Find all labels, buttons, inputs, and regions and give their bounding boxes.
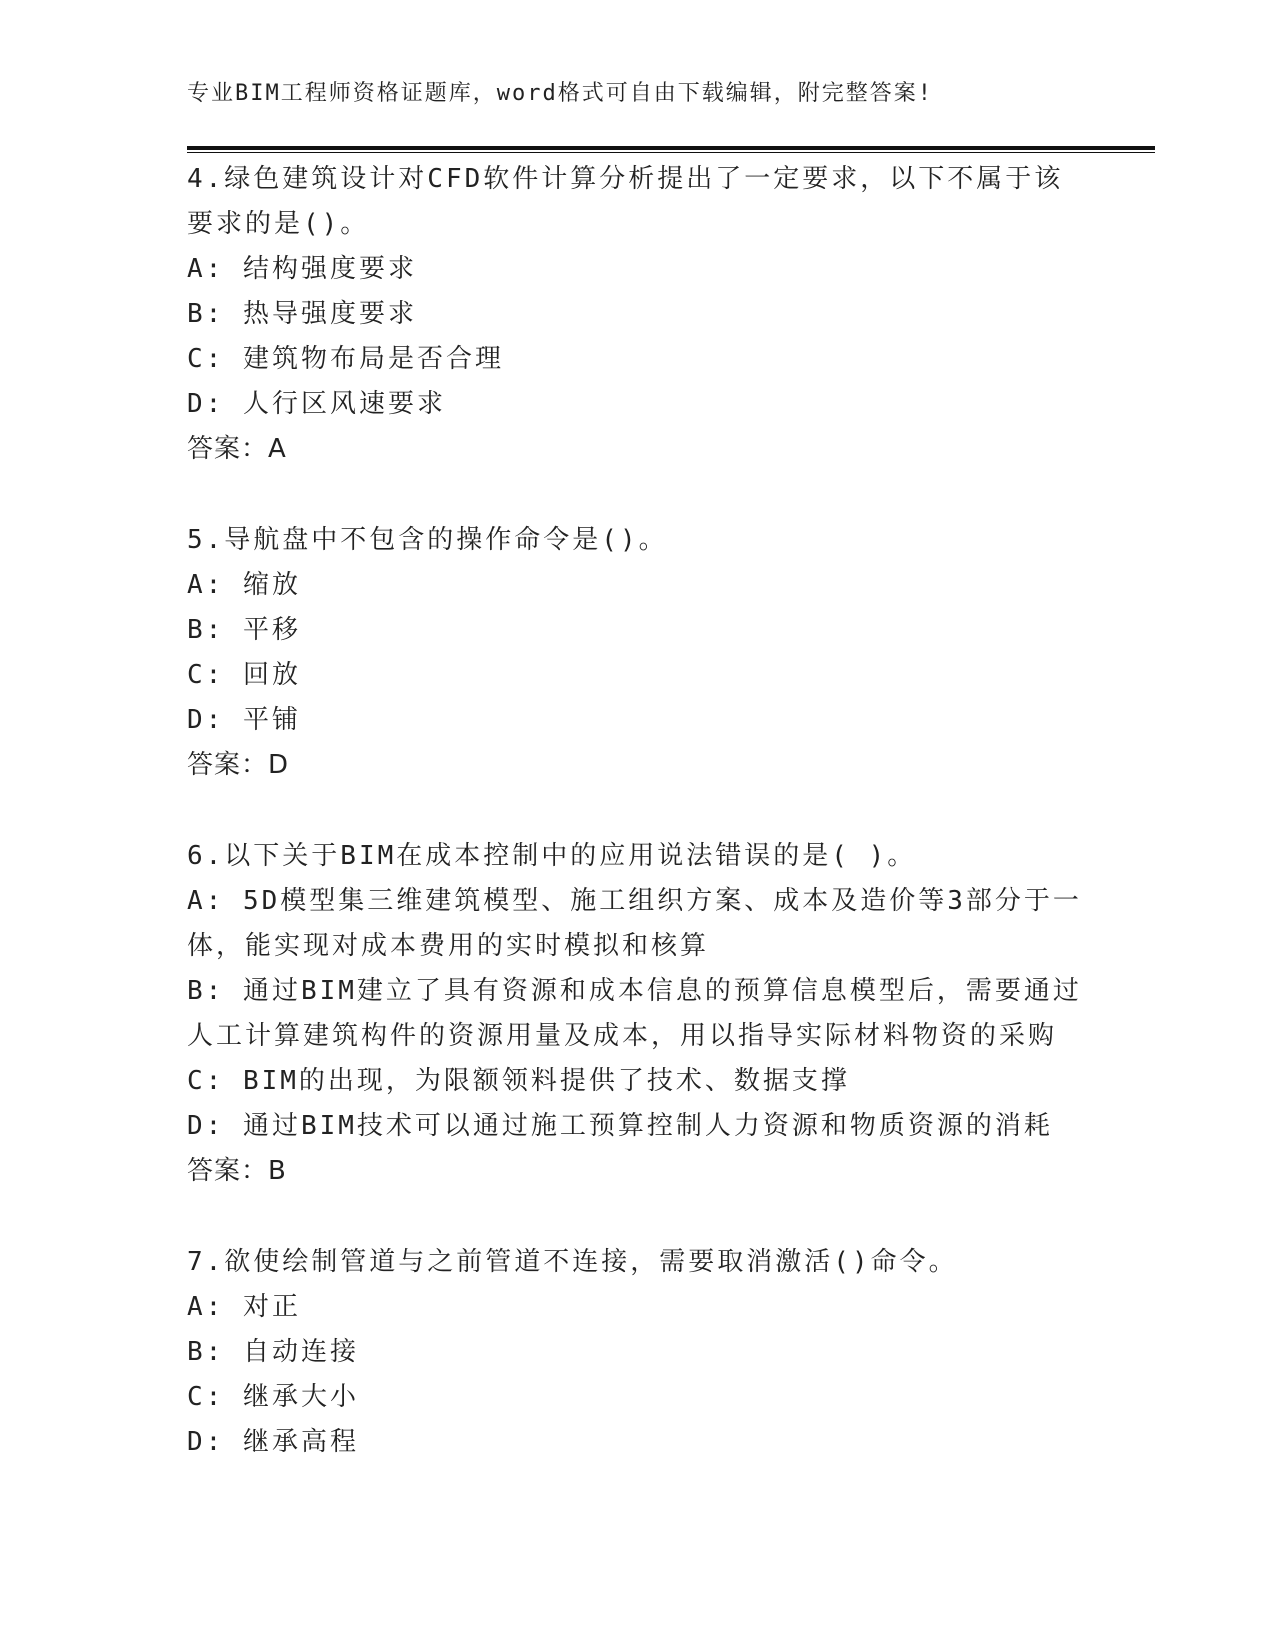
question-4 <box>187 157 1087 472</box>
option-a: A: 缩放 <box>187 570 301 600</box>
answer: 答案：D <box>187 750 290 780</box>
option-c: C: 建筑物布局是否合理 <box>187 344 504 374</box>
question-6 <box>187 834 1087 1194</box>
option-a: A: 对正 <box>187 1292 301 1322</box>
question-list <box>187 157 1087 1511</box>
question-stem: 4.绿色建筑设计对CFD软件计算分析提出了一定要求，以下不属于该要求的是()。 <box>187 164 1064 239</box>
option-d: D: 人行区风速要求 <box>187 389 446 419</box>
option-d: D: 继承高程 <box>187 1427 359 1457</box>
header-rule-thick <box>187 146 1155 150</box>
answer: 答案：B <box>187 1156 287 1186</box>
question-stem: 6.以下关于BIM在成本控制中的应用说法错误的是( )。 <box>187 841 917 871</box>
option-a: A: 5D模型集三维建筑模型、施工组织方案、成本及造价等3部分于一体，能实现对成本费用的实时模拟和核算 <box>187 886 1082 961</box>
header-rule-thin <box>187 152 1155 153</box>
question-5 <box>187 518 1087 788</box>
option-b: B: 自动连接 <box>187 1337 359 1367</box>
question-stem: 7.欲使绘制管道与之前管道不连接，需要取消激活()命令。 <box>187 1247 958 1277</box>
option-a: A: 结构强度要求 <box>187 254 417 284</box>
document-header: 专业BIM工程师资格证题库，word格式可自由下载编辑，附完整答案! <box>187 81 933 106</box>
option-c: C: 继承大小 <box>187 1382 359 1412</box>
option-d: D: 通过BIM技术可以通过施工预算控制人力资源和物质资源的消耗 <box>187 1111 1053 1141</box>
option-c: C: 回放 <box>187 660 301 690</box>
option-c: C: BIM的出现，为限额领料提供了技术、数据支撑 <box>187 1066 850 1096</box>
option-b: B: 平移 <box>187 615 301 645</box>
option-b: B: 热导强度要求 <box>187 299 417 329</box>
question-stem: 5.导航盘中不包含的操作命令是()。 <box>187 525 668 555</box>
question-7 <box>187 1240 1087 1465</box>
option-d: D: 平铺 <box>187 705 301 735</box>
answer: 答案：A <box>187 434 287 464</box>
option-b: B: 通过BIM建立了具有资源和成本信息的预算信息模型后，需要通过人工计算建筑构件的资源用量及成本，用以指导实际材料物资的采购 <box>187 976 1082 1051</box>
